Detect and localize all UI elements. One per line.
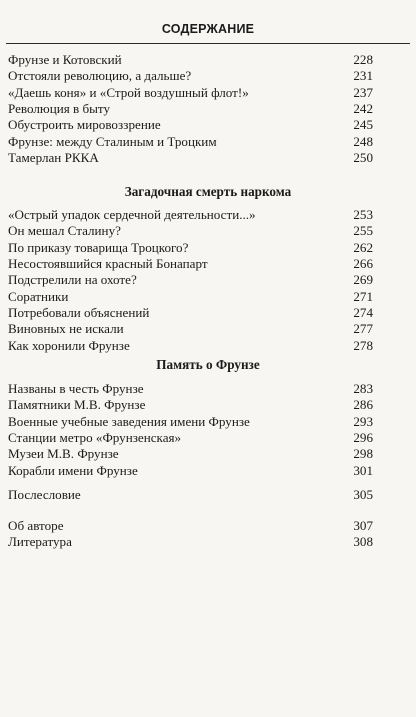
entry-title: «Даешь коня» и «Строй воздушный флот!» (8, 84, 249, 100)
page-header: СОДЕРЖАНИЕ (161, 22, 255, 36)
entry-title: Потребовали объяснений (8, 305, 150, 321)
entry-title: Обустроить мировоззрение (8, 117, 161, 133)
entry-title: Музеи М.В. Фрунзе (8, 446, 119, 462)
entry-page: 248 (353, 133, 373, 149)
toc-entry[interactable] (8, 381, 373, 397)
entry-title: Отстояли революцию, а дальше? (8, 68, 192, 84)
toc-block-5 (8, 518, 373, 551)
toc-entry[interactable] (8, 321, 373, 337)
entry-title: Соратники (8, 288, 69, 304)
toc-block-2 (8, 207, 373, 354)
toc-entry[interactable] (8, 256, 373, 272)
toc-block-4 (8, 487, 373, 503)
entry-title: Несостоявшийся красный Бонапарт (8, 256, 208, 272)
entry-title: «Острый упадок сердечной деятельности...» (8, 207, 256, 222)
toc-entry[interactable] (8, 446, 373, 462)
entry-title: Тамерлан РККА (8, 150, 99, 166)
toc-block-1 (8, 52, 373, 166)
toc-entry[interactable] (8, 150, 373, 166)
entry-page: 296 (353, 430, 373, 446)
entry-page: 269 (353, 272, 373, 288)
toc-entry[interactable] (8, 207, 373, 223)
entry-page: 301 (353, 462, 373, 478)
entry-page: 274 (353, 305, 373, 321)
entry-page: 283 (353, 381, 373, 396)
entry-page: 253 (353, 207, 373, 222)
entry-page: 266 (353, 256, 373, 272)
entry-title: Памятники М.В. Фрунзе (8, 397, 146, 413)
entry-page: 231 (353, 68, 373, 84)
entry-title: Фрунзе: между Сталиным и Троцким (8, 133, 217, 149)
entry-title: Литература (8, 534, 72, 550)
entry-page: 286 (353, 397, 373, 413)
entry-title: Об авторе (8, 518, 64, 533)
entry-page: 242 (353, 101, 373, 117)
entry-page: 255 (353, 223, 373, 239)
toc-entry[interactable] (8, 463, 373, 479)
toc-entry[interactable] (8, 223, 373, 239)
entry-page: 250 (353, 150, 373, 166)
toc-entry[interactable] (8, 534, 373, 550)
entry-page: 237 (353, 84, 373, 100)
entry-title: Как хоронили Фрунзе (8, 337, 130, 353)
toc-entry[interactable] (8, 85, 373, 101)
entry-title: Послесловие (8, 487, 81, 502)
entry-page: 262 (353, 239, 373, 255)
entry-page: 307 (353, 518, 373, 533)
entry-title: По приказу товарища Троцкого? (8, 239, 189, 255)
entry-title: Названы в честь Фрунзе (8, 381, 144, 396)
entry-page: 298 (353, 446, 373, 462)
entry-title: Корабли имени Фрунзе (8, 462, 138, 478)
toc-entry[interactable] (8, 338, 373, 354)
toc-block-3 (8, 381, 373, 479)
toc-entry[interactable] (8, 101, 373, 117)
entry-page: 293 (353, 413, 373, 429)
toc-entry[interactable] (8, 68, 373, 84)
toc-entry[interactable] (8, 397, 373, 413)
toc-entry[interactable] (8, 289, 373, 305)
toc-entry[interactable] (8, 487, 373, 503)
entry-page: 308 (353, 534, 373, 550)
entry-title: Военные учебные заведения имени Фрунзе (8, 413, 250, 429)
entry-title: Подстрелили на охоте? (8, 272, 137, 288)
section-heading: Память о Фрунзе (156, 357, 260, 372)
toc-entry[interactable] (8, 52, 373, 68)
entry-title: Фрунзе и Котовский (8, 52, 122, 67)
entry-title: Революция в быту (8, 101, 111, 117)
entry-title: Он мешал Сталину? (8, 223, 121, 239)
toc-entry[interactable] (8, 414, 373, 430)
entry-page: 245 (353, 117, 373, 133)
toc-entry[interactable] (8, 518, 373, 534)
toc-entry[interactable] (8, 430, 373, 446)
entry-page: 228 (353, 52, 373, 67)
entry-title: Станции метро «Фрунзенская» (8, 430, 182, 446)
toc-entry[interactable] (8, 272, 373, 288)
toc-entry[interactable] (8, 305, 373, 321)
section-heading: Загадочная смерть наркома (124, 184, 292, 199)
toc-entry[interactable] (8, 240, 373, 256)
toc-entry[interactable] (8, 117, 373, 133)
entry-page: 277 (353, 321, 373, 337)
entry-page: 271 (353, 288, 373, 304)
entry-page: 305 (353, 487, 373, 502)
header-divider (6, 43, 410, 44)
entry-page: 278 (353, 337, 373, 353)
toc-entry[interactable] (8, 134, 373, 150)
entry-title: Виновных не искали (8, 321, 124, 337)
